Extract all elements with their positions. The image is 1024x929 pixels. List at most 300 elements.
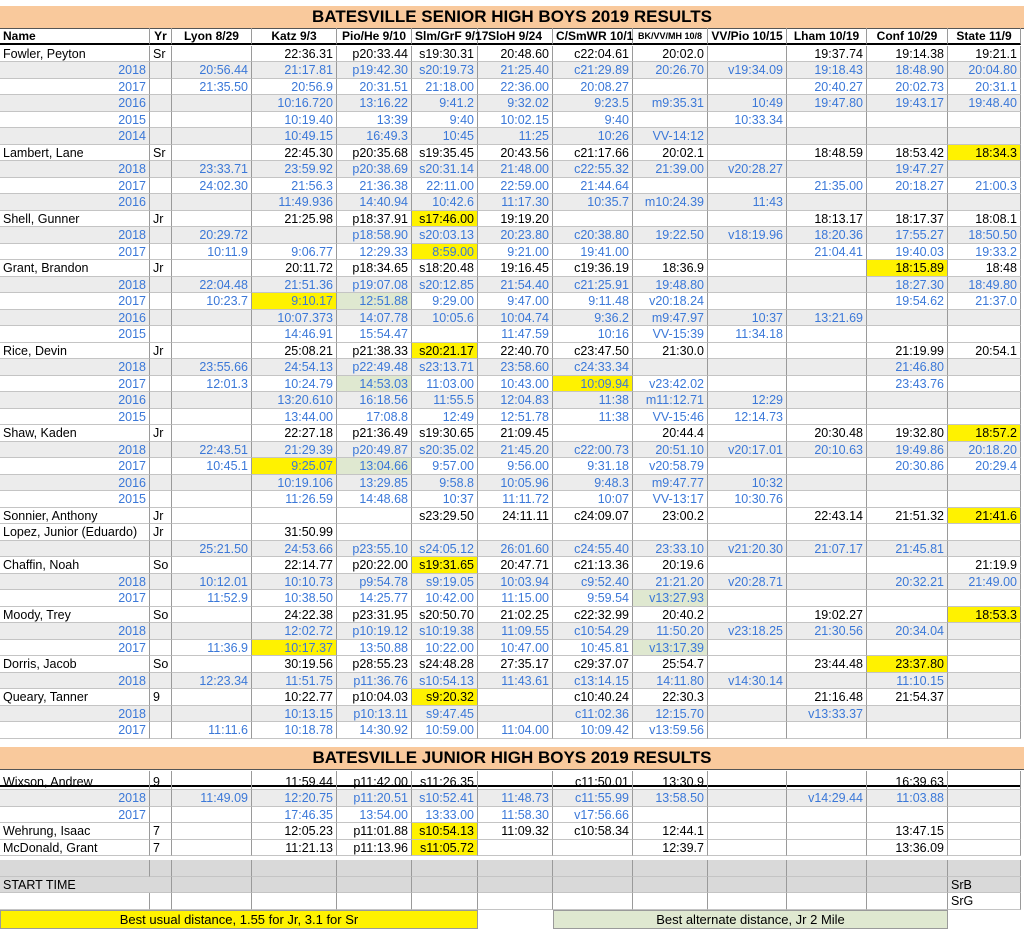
time-cell[interactable]: c21:29.89 <box>553 62 633 79</box>
time-cell[interactable] <box>867 128 948 145</box>
time-cell[interactable]: m10:24.39 <box>633 194 708 211</box>
time-cell[interactable] <box>633 178 708 195</box>
time-cell[interactable]: v17:56.66 <box>553 807 633 824</box>
time-cell[interactable]: 10:02.15 <box>478 112 553 129</box>
time-cell[interactable] <box>948 128 1021 145</box>
time-cell[interactable] <box>708 211 787 228</box>
time-cell[interactable]: VV-13:17 <box>633 491 708 508</box>
time-cell[interactable] <box>787 491 867 508</box>
time-cell[interactable]: 10:45 <box>412 128 478 145</box>
time-cell[interactable]: m9:47.97 <box>633 310 708 327</box>
time-cell[interactable] <box>633 359 708 376</box>
column-header[interactable]: Slm/GrF 9/17 <box>412 28 478 45</box>
time-cell[interactable]: Jr <box>150 508 172 525</box>
time-cell[interactable] <box>337 508 412 525</box>
time-cell[interactable]: 10:09.94 <box>553 376 633 393</box>
athlete-name[interactable]: Moody, Trey <box>0 607 150 624</box>
time-cell[interactable]: 21:39.00 <box>633 161 708 178</box>
time-cell[interactable]: 22:36.31 <box>252 46 337 63</box>
time-cell[interactable] <box>172 343 252 360</box>
time-cell[interactable]: s20:12.85 <box>412 277 478 294</box>
time-cell[interactable] <box>708 293 787 310</box>
history-year[interactable]: 2018 <box>0 227 150 244</box>
time-cell[interactable]: c21:13.36 <box>553 557 633 574</box>
time-cell[interactable]: 7 <box>150 823 172 840</box>
time-cell[interactable]: 24:54.13 <box>252 359 337 376</box>
time-cell[interactable] <box>172 623 252 640</box>
time-cell[interactable]: v14:30.14 <box>708 673 787 690</box>
blank-cell[interactable] <box>172 860 252 877</box>
time-cell[interactable]: s10:52.41 <box>412 790 478 807</box>
time-cell[interactable]: 10:42.6 <box>412 194 478 211</box>
time-cell[interactable]: 21:45.81 <box>867 541 948 558</box>
time-cell[interactable] <box>150 409 172 426</box>
time-cell[interactable]: 20:29.72 <box>172 227 252 244</box>
time-cell[interactable] <box>948 689 1021 706</box>
blank-cell[interactable] <box>633 860 708 877</box>
time-cell[interactable]: VV-15:39 <box>633 326 708 343</box>
time-cell[interactable]: 22:45.30 <box>252 145 337 162</box>
time-cell[interactable] <box>787 343 867 360</box>
time-cell[interactable]: v19:34.09 <box>708 62 787 79</box>
time-cell[interactable]: 20:19.6 <box>633 557 708 574</box>
time-cell[interactable]: 11:11.6 <box>172 722 252 739</box>
blank-cell[interactable] <box>412 860 478 877</box>
time-cell[interactable] <box>708 178 787 195</box>
time-cell[interactable]: Sr <box>150 145 172 162</box>
time-cell[interactable]: v14:29.44 <box>787 790 867 807</box>
time-cell[interactable] <box>867 112 948 129</box>
time-cell[interactable]: 11:03.88 <box>867 790 948 807</box>
time-cell[interactable]: v23:42.02 <box>633 376 708 393</box>
athlete-name[interactable]: Lopez, Junior (Eduardo) <box>0 524 150 541</box>
time-cell[interactable]: 10:22.00 <box>412 640 478 657</box>
time-cell[interactable]: 11:26.59 <box>252 491 337 508</box>
time-cell[interactable]: 20:40.27 <box>787 79 867 96</box>
history-year[interactable]: 2017 <box>0 640 150 657</box>
time-cell[interactable]: 11:48.73 <box>478 790 553 807</box>
time-cell[interactable]: s9:19.05 <box>412 574 478 591</box>
time-cell[interactable] <box>150 112 172 129</box>
time-cell[interactable]: 9:40 <box>412 112 478 129</box>
time-cell[interactable] <box>948 359 1021 376</box>
time-cell[interactable] <box>708 425 787 442</box>
time-cell[interactable] <box>708 244 787 261</box>
time-cell[interactable]: c24:33.34 <box>553 359 633 376</box>
time-cell[interactable]: 9:48.3 <box>553 475 633 492</box>
time-cell[interactable] <box>172 557 252 574</box>
time-cell[interactable]: 11:25 <box>478 128 553 145</box>
time-cell[interactable] <box>150 491 172 508</box>
time-cell[interactable]: 12:23.34 <box>172 673 252 690</box>
time-cell[interactable]: c24:55.40 <box>553 541 633 558</box>
athlete-name[interactable]: Queary, Tanner <box>0 689 150 706</box>
time-cell[interactable] <box>150 392 172 409</box>
time-cell[interactable] <box>172 211 252 228</box>
column-header[interactable]: Name <box>0 28 150 45</box>
history-year[interactable]: 2016 <box>0 475 150 492</box>
time-cell[interactable] <box>708 840 787 857</box>
time-cell[interactable] <box>948 823 1021 840</box>
time-cell[interactable]: 10:32 <box>708 475 787 492</box>
time-cell[interactable]: Jr <box>150 524 172 541</box>
time-cell[interactable]: 21:19.9 <box>948 557 1021 574</box>
time-cell[interactable] <box>150 673 172 690</box>
time-cell[interactable]: 10:19.106 <box>252 475 337 492</box>
time-cell[interactable]: 9 <box>150 689 172 706</box>
time-cell[interactable]: 21:51.36 <box>252 277 337 294</box>
time-cell[interactable]: 23:43.76 <box>867 376 948 393</box>
blank-cell[interactable] <box>553 877 633 894</box>
time-cell[interactable]: 12:49 <box>412 409 478 426</box>
blank-cell[interactable] <box>337 893 412 910</box>
time-cell[interactable]: 18:57.2 <box>948 425 1021 442</box>
time-cell[interactable]: 25:08.21 <box>252 343 337 360</box>
time-cell[interactable]: 31:50.99 <box>252 524 337 541</box>
time-cell[interactable] <box>948 790 1021 807</box>
time-cell[interactable]: 22:14.77 <box>252 557 337 574</box>
time-cell[interactable]: p19:42.30 <box>337 62 412 79</box>
time-cell[interactable] <box>787 277 867 294</box>
time-cell[interactable]: m9:35.31 <box>633 95 708 112</box>
time-cell[interactable] <box>150 310 172 327</box>
time-cell[interactable] <box>708 524 787 541</box>
time-cell[interactable] <box>150 722 172 739</box>
time-cell[interactable]: s20:19.73 <box>412 62 478 79</box>
time-cell[interactable]: 18:27.30 <box>867 277 948 294</box>
time-cell[interactable]: 10:49.15 <box>252 128 337 145</box>
time-cell[interactable]: 9:21.00 <box>478 244 553 261</box>
time-cell[interactable] <box>553 524 633 541</box>
time-cell[interactable]: 19:43.17 <box>867 95 948 112</box>
time-cell[interactable] <box>172 260 252 277</box>
athlete-name[interactable]: Lambert, Lane <box>0 145 150 162</box>
time-cell[interactable]: 23:44.48 <box>787 656 867 673</box>
time-cell[interactable] <box>172 840 252 857</box>
time-cell[interactable] <box>172 112 252 129</box>
time-cell[interactable] <box>150 807 172 824</box>
time-cell[interactable]: 13:33.00 <box>412 807 478 824</box>
time-cell[interactable]: 13:36.09 <box>867 840 948 857</box>
time-cell[interactable] <box>948 807 1021 824</box>
time-cell[interactable]: 11:09.55 <box>478 623 553 640</box>
time-cell[interactable]: 24:53.66 <box>252 541 337 558</box>
time-cell[interactable] <box>553 840 633 857</box>
blank-cell[interactable] <box>252 860 337 877</box>
time-cell[interactable]: 10:26 <box>553 128 633 145</box>
time-cell[interactable]: 10:17.37 <box>252 640 337 657</box>
time-cell[interactable]: 13:29.85 <box>337 475 412 492</box>
history-year[interactable]: 2018 <box>0 62 150 79</box>
blank-cell[interactable] <box>150 860 172 877</box>
time-cell[interactable]: p19:07.08 <box>337 277 412 294</box>
time-cell[interactable]: c22:00.73 <box>553 442 633 459</box>
time-cell[interactable]: 19:21.1 <box>948 46 1021 63</box>
time-cell[interactable] <box>867 475 948 492</box>
time-cell[interactable]: v13:27.93 <box>633 590 708 607</box>
time-cell[interactable]: 10:47.00 <box>478 640 553 657</box>
blank-cell[interactable] <box>867 893 948 910</box>
time-cell[interactable]: 21:17.81 <box>252 62 337 79</box>
time-cell[interactable]: v13:33.37 <box>787 706 867 723</box>
time-cell[interactable]: 18:50.50 <box>948 227 1021 244</box>
time-cell[interactable]: 12:39.7 <box>633 840 708 857</box>
time-cell[interactable]: p21:36.49 <box>337 425 412 442</box>
time-cell[interactable]: 18:15.89 <box>867 260 948 277</box>
time-cell[interactable]: p20:49.87 <box>337 442 412 459</box>
time-cell[interactable]: s20:35.02 <box>412 442 478 459</box>
blank-cell[interactable] <box>478 893 553 910</box>
time-cell[interactable] <box>553 211 633 228</box>
time-cell[interactable]: 13:04.66 <box>337 458 412 475</box>
time-cell[interactable]: p23:31.95 <box>337 607 412 624</box>
history-year[interactable]: 2017 <box>0 178 150 195</box>
blank-cell[interactable] <box>787 877 867 894</box>
time-cell[interactable]: 12:04.83 <box>478 392 553 409</box>
time-cell[interactable]: m9:47.77 <box>633 475 708 492</box>
time-cell[interactable] <box>150 79 172 96</box>
time-cell[interactable]: 10:05.96 <box>478 475 553 492</box>
time-cell[interactable] <box>708 145 787 162</box>
time-cell[interactable]: p28:55.23 <box>337 656 412 673</box>
time-cell[interactable]: c10:40.24 <box>553 689 633 706</box>
time-cell[interactable]: 20:47.71 <box>478 557 553 574</box>
history-year[interactable]: 2016 <box>0 392 150 409</box>
time-cell[interactable]: 9:31.18 <box>553 458 633 475</box>
time-cell[interactable] <box>867 310 948 327</box>
history-year[interactable]: 2018 <box>0 574 150 591</box>
time-cell[interactable] <box>708 640 787 657</box>
history-year[interactable]: 2017 <box>0 79 150 96</box>
time-cell[interactable]: s24:05.12 <box>412 541 478 558</box>
time-cell[interactable] <box>172 491 252 508</box>
athlete-name[interactable]: Rice, Devin <box>0 343 150 360</box>
time-cell[interactable]: s23:13.71 <box>412 359 478 376</box>
time-cell[interactable]: 21:45.20 <box>478 442 553 459</box>
time-cell[interactable] <box>948 112 1021 129</box>
time-cell[interactable]: p20:35.68 <box>337 145 412 162</box>
time-cell[interactable]: 9:58.8 <box>412 475 478 492</box>
time-cell[interactable]: 16:39.63 <box>867 774 948 791</box>
time-cell[interactable]: 24:02.30 <box>172 178 252 195</box>
blank-cell[interactable] <box>948 860 1021 877</box>
time-cell[interactable]: 9:10.17 <box>252 293 337 310</box>
time-cell[interactable]: 20:51.10 <box>633 442 708 459</box>
time-cell[interactable]: c11:50.01 <box>553 774 633 791</box>
time-cell[interactable]: 24:22.38 <box>252 607 337 624</box>
time-cell[interactable]: p20:22.00 <box>337 557 412 574</box>
time-cell[interactable] <box>150 376 172 393</box>
time-cell[interactable] <box>708 590 787 607</box>
time-cell[interactable]: 19:40.03 <box>867 244 948 261</box>
time-cell[interactable]: 11:36.9 <box>172 640 252 657</box>
time-cell[interactable] <box>633 112 708 129</box>
time-cell[interactable]: VV-15:46 <box>633 409 708 426</box>
time-cell[interactable]: p11:13.96 <box>337 840 412 857</box>
srb-label[interactable]: SrB <box>948 877 1021 894</box>
time-cell[interactable] <box>150 541 172 558</box>
time-cell[interactable]: 20:10.63 <box>787 442 867 459</box>
athlete-name[interactable]: Grant, Brandon <box>0 260 150 277</box>
history-year[interactable]: 2016 <box>0 95 150 112</box>
time-cell[interactable] <box>172 128 252 145</box>
time-cell[interactable]: 10:24.79 <box>252 376 337 393</box>
time-cell[interactable]: 19:14.38 <box>867 46 948 63</box>
time-cell[interactable]: 11:15.00 <box>478 590 553 607</box>
time-cell[interactable] <box>172 46 252 63</box>
time-cell[interactable]: 20:48.60 <box>478 46 553 63</box>
time-cell[interactable] <box>478 840 553 857</box>
time-cell[interactable]: 22:30.3 <box>633 689 708 706</box>
time-cell[interactable] <box>787 194 867 211</box>
time-cell[interactable] <box>708 128 787 145</box>
time-cell[interactable] <box>708 607 787 624</box>
time-cell[interactable] <box>867 706 948 723</box>
blank-cell[interactable] <box>633 893 708 910</box>
time-cell[interactable]: Jr <box>150 343 172 360</box>
history-year[interactable]: 2017 <box>0 244 150 261</box>
time-cell[interactable]: s11:05.72 <box>412 840 478 857</box>
time-cell[interactable]: 21:30.0 <box>633 343 708 360</box>
time-cell[interactable]: 9:36.2 <box>553 310 633 327</box>
blank-cell[interactable] <box>172 893 252 910</box>
time-cell[interactable]: 10:37 <box>412 491 478 508</box>
time-cell[interactable]: VV-14:12 <box>633 128 708 145</box>
athlete-name[interactable]: Dorris, Jacob <box>0 656 150 673</box>
time-cell[interactable]: 21:21.20 <box>633 574 708 591</box>
time-cell[interactable] <box>867 409 948 426</box>
time-cell[interactable]: 12:02.72 <box>252 623 337 640</box>
time-cell[interactable] <box>787 557 867 574</box>
blank-cell[interactable] <box>252 877 337 894</box>
time-cell[interactable]: 21:16.48 <box>787 689 867 706</box>
time-cell[interactable]: s11:26.35 <box>412 774 478 791</box>
time-cell[interactable] <box>150 359 172 376</box>
time-cell[interactable]: 23:55.66 <box>172 359 252 376</box>
blank-cell[interactable] <box>867 877 948 894</box>
time-cell[interactable]: 21:44.64 <box>553 178 633 195</box>
time-cell[interactable] <box>787 840 867 857</box>
history-year[interactable]: 2018 <box>0 277 150 294</box>
time-cell[interactable] <box>708 722 787 739</box>
time-cell[interactable]: p11:36.76 <box>337 673 412 690</box>
time-cell[interactable]: 18:13.17 <box>787 211 867 228</box>
time-cell[interactable] <box>708 706 787 723</box>
time-cell[interactable]: s18:20.48 <box>412 260 478 277</box>
time-cell[interactable]: 14:25.77 <box>337 590 412 607</box>
history-year[interactable]: 2017 <box>0 376 150 393</box>
time-cell[interactable]: 14:53.03 <box>337 376 412 393</box>
time-cell[interactable]: 18:20.36 <box>787 227 867 244</box>
time-cell[interactable]: 18:48.90 <box>867 62 948 79</box>
time-cell[interactable]: 20:18.20 <box>948 442 1021 459</box>
time-cell[interactable]: 11:58.30 <box>478 807 553 824</box>
time-cell[interactable]: 11:38 <box>553 409 633 426</box>
time-cell[interactable]: c22:04.61 <box>553 46 633 63</box>
time-cell[interactable] <box>172 392 252 409</box>
time-cell[interactable]: 15:54.47 <box>337 326 412 343</box>
time-cell[interactable] <box>150 161 172 178</box>
time-cell[interactable] <box>948 590 1021 607</box>
time-cell[interactable] <box>867 607 948 624</box>
time-cell[interactable] <box>787 260 867 277</box>
time-cell[interactable] <box>787 376 867 393</box>
athlete-name[interactable]: Shaw, Kaden <box>0 425 150 442</box>
time-cell[interactable]: v20:28.71 <box>708 574 787 591</box>
time-cell[interactable]: v18:19.96 <box>708 227 787 244</box>
time-cell[interactable]: 23:58.60 <box>478 359 553 376</box>
time-cell[interactable] <box>633 79 708 96</box>
time-cell[interactable]: 24:11.11 <box>478 508 553 525</box>
time-cell[interactable]: s19:35.45 <box>412 145 478 162</box>
time-cell[interactable]: 13:50.88 <box>337 640 412 657</box>
time-cell[interactable]: p11:01.88 <box>337 823 412 840</box>
time-cell[interactable]: p10:19.12 <box>337 623 412 640</box>
time-cell[interactable]: 14:48.68 <box>337 491 412 508</box>
time-cell[interactable]: 10:38.50 <box>252 590 337 607</box>
time-cell[interactable]: 13:16.22 <box>337 95 412 112</box>
time-cell[interactable]: 13:58.50 <box>633 790 708 807</box>
time-cell[interactable]: 10:49 <box>708 95 787 112</box>
time-cell[interactable]: 10:33.34 <box>708 112 787 129</box>
time-cell[interactable]: 12:01.3 <box>172 376 252 393</box>
time-cell[interactable]: 18:17.37 <box>867 211 948 228</box>
time-cell[interactable]: c29:37.07 <box>553 656 633 673</box>
history-year[interactable]: 2015 <box>0 409 150 426</box>
time-cell[interactable]: 21:51.32 <box>867 508 948 525</box>
time-cell[interactable] <box>867 326 948 343</box>
time-cell[interactable]: v20:18.24 <box>633 293 708 310</box>
time-cell[interactable] <box>948 722 1021 739</box>
time-cell[interactable]: v13:17.39 <box>633 640 708 657</box>
time-cell[interactable]: 13:21.69 <box>787 310 867 327</box>
time-cell[interactable]: 21:54.37 <box>867 689 948 706</box>
time-cell[interactable] <box>172 326 252 343</box>
time-cell[interactable] <box>172 823 252 840</box>
time-cell[interactable]: s10:54.13 <box>412 823 478 840</box>
blank-cell[interactable] <box>478 877 553 894</box>
column-header[interactable]: Pio/He 9/10 <box>337 28 412 45</box>
time-cell[interactable]: s9:47.45 <box>412 706 478 723</box>
time-cell[interactable]: 13:20.610 <box>252 392 337 409</box>
time-cell[interactable] <box>787 392 867 409</box>
athlete-name[interactable]: McDonald, Grant <box>0 840 150 857</box>
time-cell[interactable]: 21:49.00 <box>948 574 1021 591</box>
time-cell[interactable]: 20:54.1 <box>948 343 1021 360</box>
time-cell[interactable] <box>948 194 1021 211</box>
time-cell[interactable]: 21:25.98 <box>252 211 337 228</box>
time-cell[interactable] <box>150 194 172 211</box>
time-cell[interactable]: 22:27.18 <box>252 425 337 442</box>
time-cell[interactable]: p18:58.90 <box>337 227 412 244</box>
time-cell[interactable]: v20:17.01 <box>708 442 787 459</box>
time-cell[interactable]: So <box>150 607 172 624</box>
time-cell[interactable]: 13:39 <box>337 112 412 129</box>
time-cell[interactable]: c11:55.99 <box>553 790 633 807</box>
time-cell[interactable] <box>708 774 787 791</box>
time-cell[interactable]: 10:07.373 <box>252 310 337 327</box>
time-cell[interactable]: 10:45.1 <box>172 458 252 475</box>
time-cell[interactable] <box>708 277 787 294</box>
time-cell[interactable]: p20:33.44 <box>337 46 412 63</box>
time-cell[interactable]: 11:21.13 <box>252 840 337 857</box>
time-cell[interactable] <box>708 689 787 706</box>
time-cell[interactable]: 19:18.43 <box>787 62 867 79</box>
history-year[interactable]: 2015 <box>0 112 150 129</box>
time-cell[interactable]: 21:54.40 <box>478 277 553 294</box>
time-cell[interactable]: 12:15.70 <box>633 706 708 723</box>
time-cell[interactable] <box>948 774 1021 791</box>
